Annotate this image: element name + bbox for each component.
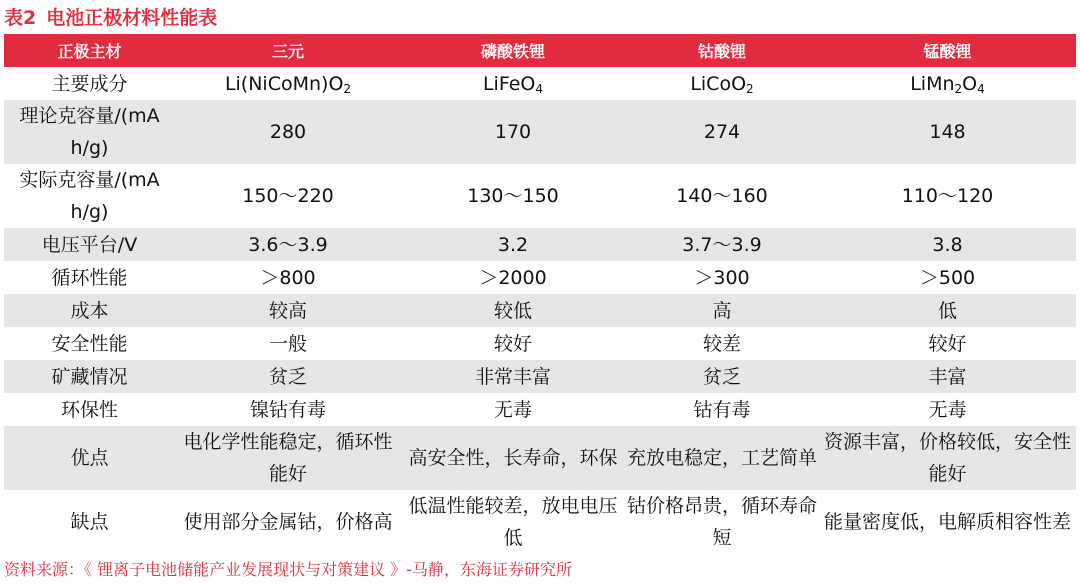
table-cell: 钴有毒 [693, 398, 751, 421]
table-cell: 无毒 [493, 398, 532, 421]
formula-cell: LiFeO$_4$ [482, 72, 544, 96]
table-cell: 高安全性，长寿命，环保 [401, 426, 625, 490]
table-cell: 镍钴有毒 [249, 398, 326, 421]
table-cell: 148 [819, 100, 1076, 164]
table-cell: ＞2000 [479, 266, 547, 289]
header-cell: 钴酸锂 [625, 34, 819, 67]
row-label: 优点 [4, 426, 175, 490]
table-cell: 贫乏 [175, 360, 401, 393]
row-label: 理论克容量/(mAh/g) [4, 100, 175, 164]
table-row [4, 294, 1076, 327]
table-cell: 较差 [702, 332, 741, 355]
header-cell: 三元 [175, 34, 401, 67]
source-note: 资料来源：《 锂离子电池储能产业发展现状与对策建议 》-马静，东海证券研究所 [4, 560, 572, 579]
table-number: 表2 [4, 7, 37, 29]
formula-cell: $LiMn_2O_4$ [910, 72, 985, 96]
table-caption [4, 4, 217, 32]
table-cell: 130～150 [467, 185, 559, 207]
row-label: 成本 [4, 294, 175, 327]
header-cell: 磷酸铁锂 [401, 34, 625, 67]
table-row [4, 327, 1076, 360]
header-row [4, 34, 1076, 67]
table-row [4, 490, 1076, 554]
table-cell: 高 [625, 294, 819, 327]
table-cell: 280 [175, 100, 401, 164]
row-label: 电压平台/V [4, 228, 175, 261]
row-label: 环保性 [60, 398, 118, 421]
row-label: 安全性能 [51, 332, 128, 355]
cathode-materials-table [4, 34, 1076, 554]
table-cell: 3.6～3.9 [175, 228, 401, 261]
row-label: 矿藏情况 [4, 360, 175, 393]
table-cell: 110～120 [901, 185, 994, 207]
table-row [4, 261, 1076, 294]
row-label: 主要成分 [51, 72, 128, 95]
table-cell: 150～220 [242, 185, 334, 207]
table-cell: 较低 [401, 294, 625, 327]
formula-cell: LiCoO$_2$ [690, 72, 754, 96]
table-row [4, 100, 1076, 164]
table-row [4, 360, 1076, 393]
table-cell: 低温性能较差，放电电压低 [408, 495, 618, 549]
table-cell: 使用部分金属钴，价格高 [183, 511, 393, 533]
table-row [4, 164, 1076, 228]
header-cell: 正极主材 [4, 34, 175, 67]
table-cell: 170 [401, 100, 625, 164]
table-cell: 一般 [268, 332, 307, 355]
table-cell: 电化学性能稳定，循环性能好 [175, 426, 401, 490]
table-cell: 能量密度低，电解质相容性差 [823, 511, 1071, 533]
table-row [4, 67, 1076, 100]
header-cell: 锰酸锂 [819, 34, 1076, 67]
table-cell: 3.7～3.9 [625, 228, 819, 261]
row-label: 实际克容量/(mAh/g) [19, 169, 160, 223]
table-cell: 140～160 [676, 185, 768, 207]
table-row [4, 393, 1076, 426]
table-cell: 资源丰富，价格较低，安全性能好 [819, 426, 1076, 490]
table-cell: ＞500 [919, 266, 976, 289]
table-row [4, 426, 1076, 490]
row-label: 缺点 [70, 511, 109, 533]
table-cell: 非常丰富 [401, 360, 625, 393]
table-cell: 充放电稳定，工艺简单 [625, 426, 819, 490]
table-cell: 贫乏 [625, 360, 819, 393]
table-cell: 无毒 [928, 398, 967, 421]
table-cell: 3.2 [401, 228, 625, 261]
table-cell: 较好 [928, 332, 967, 355]
table-cell: 较好 [493, 332, 532, 355]
table-cell: 3.8 [819, 228, 1076, 261]
formula-cell: $Li(NiCoMn)O_2$ [224, 72, 352, 96]
table-cell: ＞300 [694, 266, 750, 289]
table-row [4, 228, 1076, 261]
table-cell: 低 [819, 294, 1076, 327]
table-cell: ＞800 [260, 266, 316, 289]
table-cell: 钴价格昂贵，循环寿命短 [627, 495, 818, 549]
table-cell: 丰富 [819, 360, 1076, 393]
row-label: 循环性能 [51, 266, 128, 289]
table-title: 电池正极材料性能表 [46, 7, 218, 29]
table-cell: 274 [625, 100, 819, 164]
table-cell: 较高 [175, 294, 401, 327]
